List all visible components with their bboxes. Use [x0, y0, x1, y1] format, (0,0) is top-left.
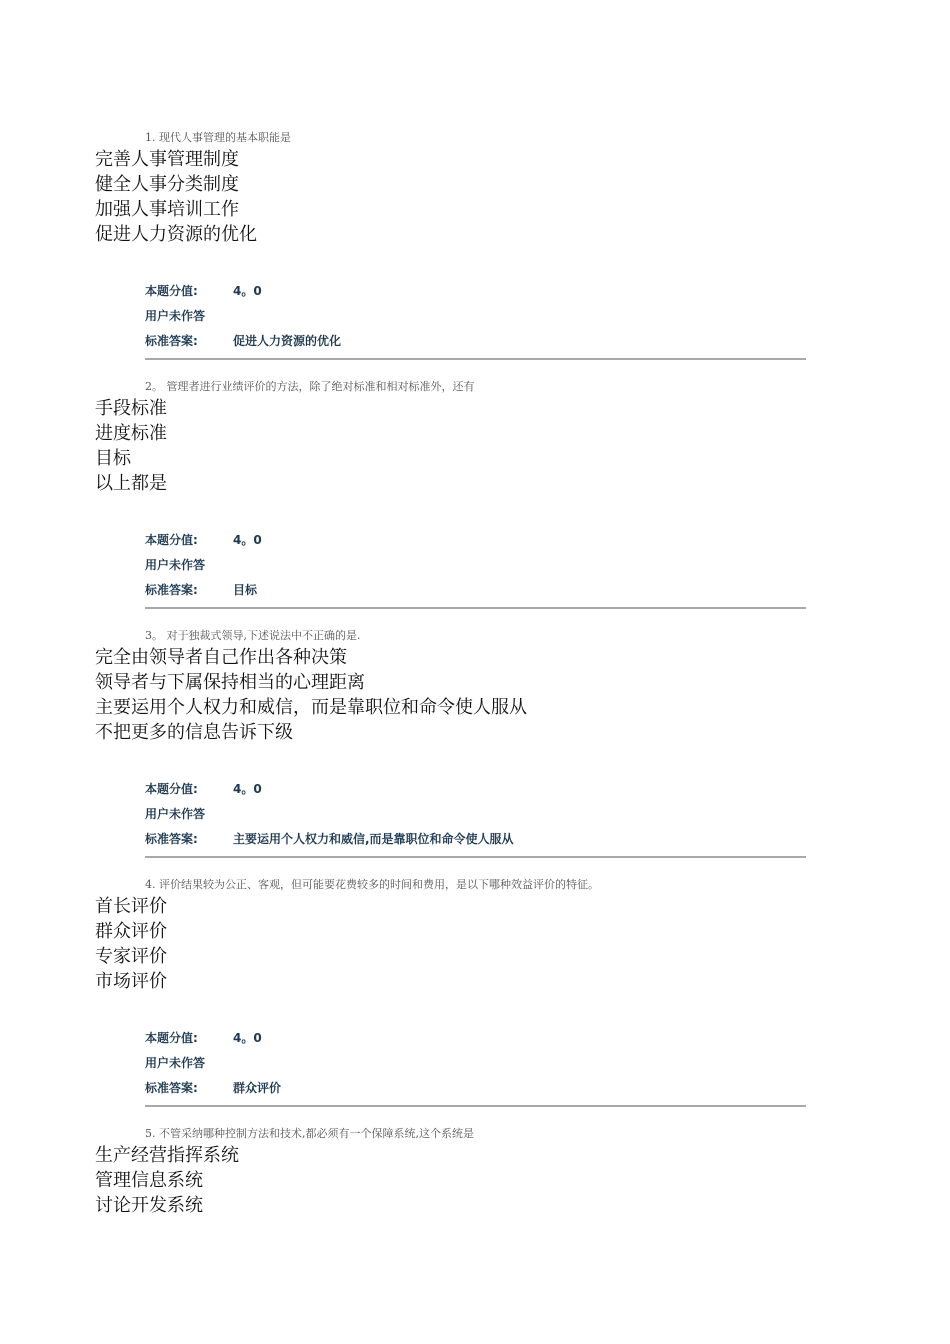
- answer-info: [145, 528, 806, 609]
- answer-info: [145, 1026, 806, 1107]
- option-list: [95, 645, 527, 745]
- score-value: 4。0: [233, 284, 262, 298]
- answer-label: 标准答案:: [145, 583, 198, 597]
- user-status: 用户未作答: [145, 807, 206, 821]
- answer-label: 标准答案:: [145, 1081, 198, 1095]
- option-list: [95, 1143, 239, 1218]
- score-value: 4。0: [233, 533, 262, 547]
- score-value: 4。0: [233, 782, 262, 796]
- option-b[interactable]: 健全人事分类制度: [95, 174, 239, 195]
- question-title: 1. 现代人事管理的基本职能是: [145, 131, 291, 144]
- option-c[interactable]: 主要运用个人权力和威信，而是靠职位和命令使人服从: [95, 697, 527, 718]
- score-label: 本题分值:: [145, 284, 198, 298]
- option-a[interactable]: 生产经营指挥系统: [95, 1145, 239, 1166]
- answer-value: 目标: [233, 583, 258, 597]
- score-value: 4。0: [233, 1031, 262, 1045]
- option-a[interactable]: 手段标准: [95, 398, 167, 419]
- option-c[interactable]: 讨论开发系统: [95, 1195, 203, 1216]
- user-status: 用户未作答: [145, 309, 206, 323]
- option-list: [95, 894, 167, 994]
- option-d[interactable]: 以上都是: [95, 473, 167, 494]
- answer-info: [145, 279, 806, 360]
- option-a[interactable]: 首长评价: [95, 896, 167, 917]
- option-c[interactable]: 目标: [95, 448, 131, 469]
- answer-row: [145, 827, 806, 852]
- option-d[interactable]: 市场评价: [95, 971, 167, 992]
- answer-label: 标准答案:: [145, 832, 198, 846]
- option-d[interactable]: 不把更多的信息告诉下级: [95, 722, 293, 743]
- option-b[interactable]: 进度标准: [95, 423, 167, 444]
- score-row: [145, 528, 806, 553]
- answer-value: 主要运用个人权力和威信,而是靠职位和命令使人服从: [233, 832, 514, 846]
- option-b[interactable]: 管理信息系统: [95, 1170, 203, 1191]
- option-list: [95, 396, 167, 496]
- answer-value: 促进人力资源的优化: [233, 334, 342, 348]
- answer-value: 群众评价: [233, 1081, 282, 1095]
- option-c[interactable]: 专家评价: [95, 946, 167, 967]
- score-row: [145, 279, 806, 304]
- option-a[interactable]: 完善人事管理制度: [95, 149, 239, 170]
- user-status: 用户未作答: [145, 558, 206, 572]
- option-a[interactable]: 完全由领导者自己作出各种决策: [95, 647, 347, 668]
- answer-info: [145, 777, 806, 858]
- answer-row: [145, 329, 806, 354]
- user-status: 用户未作答: [145, 1056, 206, 1070]
- score-label: 本题分值:: [145, 782, 198, 796]
- answer-row: [145, 1076, 806, 1101]
- option-b[interactable]: 群众评价: [95, 921, 167, 942]
- option-c[interactable]: 加强人事培训工作: [95, 199, 239, 220]
- answer-row: [145, 578, 806, 603]
- score-label: 本题分值:: [145, 1031, 198, 1045]
- question-title: 2。 管理者进行业绩评价的方法，除了绝对标准和相对标准外，还有: [145, 380, 475, 393]
- score-label: 本题分值:: [145, 533, 198, 547]
- question-title: 3。 对于独裁式领导,下述说法中不正确的是.: [145, 629, 361, 642]
- option-list: [95, 147, 257, 247]
- answer-label: 标准答案:: [145, 334, 198, 348]
- score-row: [145, 777, 806, 802]
- option-d[interactable]: 促进人力资源的优化: [95, 224, 257, 245]
- question-title: 5. 不管采纳哪种控制方法和技术,都必须有一个保障系统,这个系统是: [145, 1127, 474, 1140]
- option-b[interactable]: 领导者与下属保持相当的心理距离: [95, 672, 365, 693]
- question-title: 4. 评价结果较为公正、客观，但可能要花费较多的时间和费用，是以下哪种效益评价的特征。: [145, 878, 599, 891]
- score-row: [145, 1026, 806, 1051]
